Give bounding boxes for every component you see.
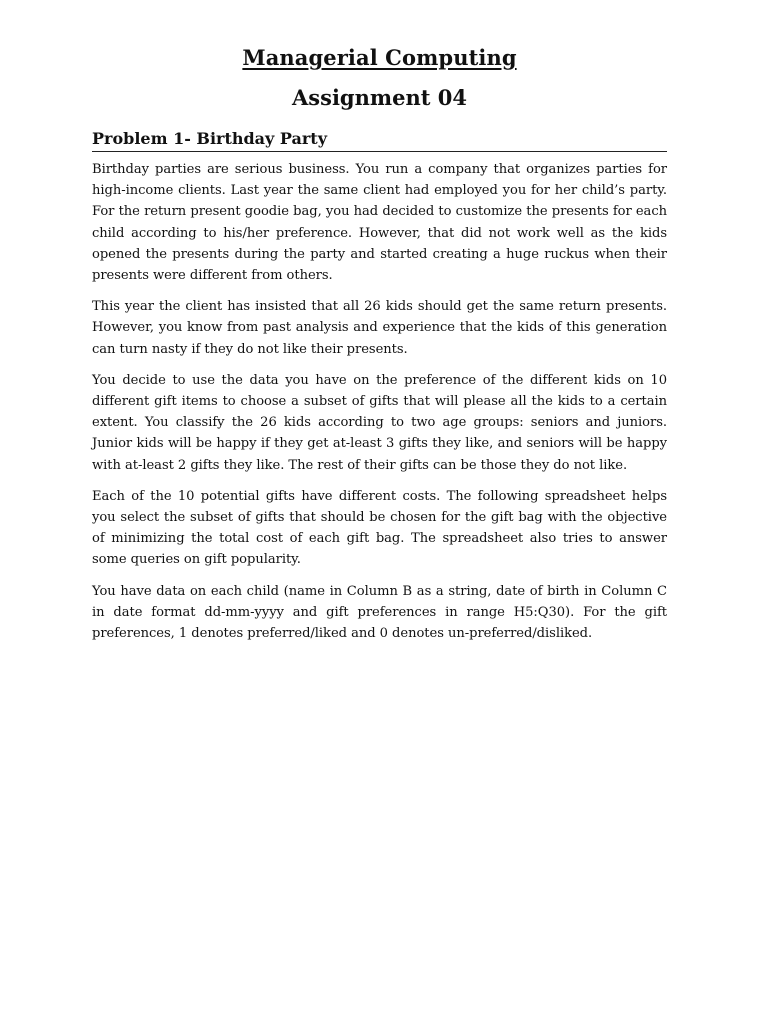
paragraph: Each of the 10 potential gifts have different costs. The following spreadsheet helps you select the subset of gifts that should be chosen for the gift bag with the objective of minimizing the total cost of each gift bag. The spreadsheet also tries to answer some queries on gift popularity.: [92, 488, 667, 568]
document-body: [92, 159, 667, 644]
paragraph: This year the client has insisted that all 26 kids should get the same return presents. However, you know from past analysis and experience that the kids of this generation can turn nasty if they do not like their presents.: [92, 299, 667, 357]
paragraph: You decide to use the data you have on the preference of the different kids on 10 different gift items to choose a subset of gifts that will please all the kids to a certain extent. You classify the 26 kids according to two age groups: seniors and juniors. Junior kids will be happy if they get at-least 3 gifts they like, and seniors will be happy with at-least 2 gifts they like. The rest of their gifts can be those they do not like.: [92, 372, 667, 473]
assignment-title: Assignment 04: [292, 85, 467, 110]
paragraph: You have data on each child (name in Column B as a string, date of birth in Column C in date format dd-mm-yyyy and gift preferences in range H5:Q30). For the gift preferences, 1 denotes preferred/liked and 0 denotes un-preferred/disliked.: [92, 583, 667, 642]
paragraph: Birthday parties are serious business. You run a company that organizes parties for high-income clients. Last year the same client had employed you for her child’s party. For the return present goodie bag, you had decided to customize the presents for each child according to his/her preference. However, that did not work well as the kids opened the presents during the party and started creating a huge ruckus when their presents were different from others.: [92, 162, 667, 284]
section-heading: Problem 1- Birthday Party: [92, 128, 667, 152]
document-title: Managerial Computing: [242, 45, 517, 70]
